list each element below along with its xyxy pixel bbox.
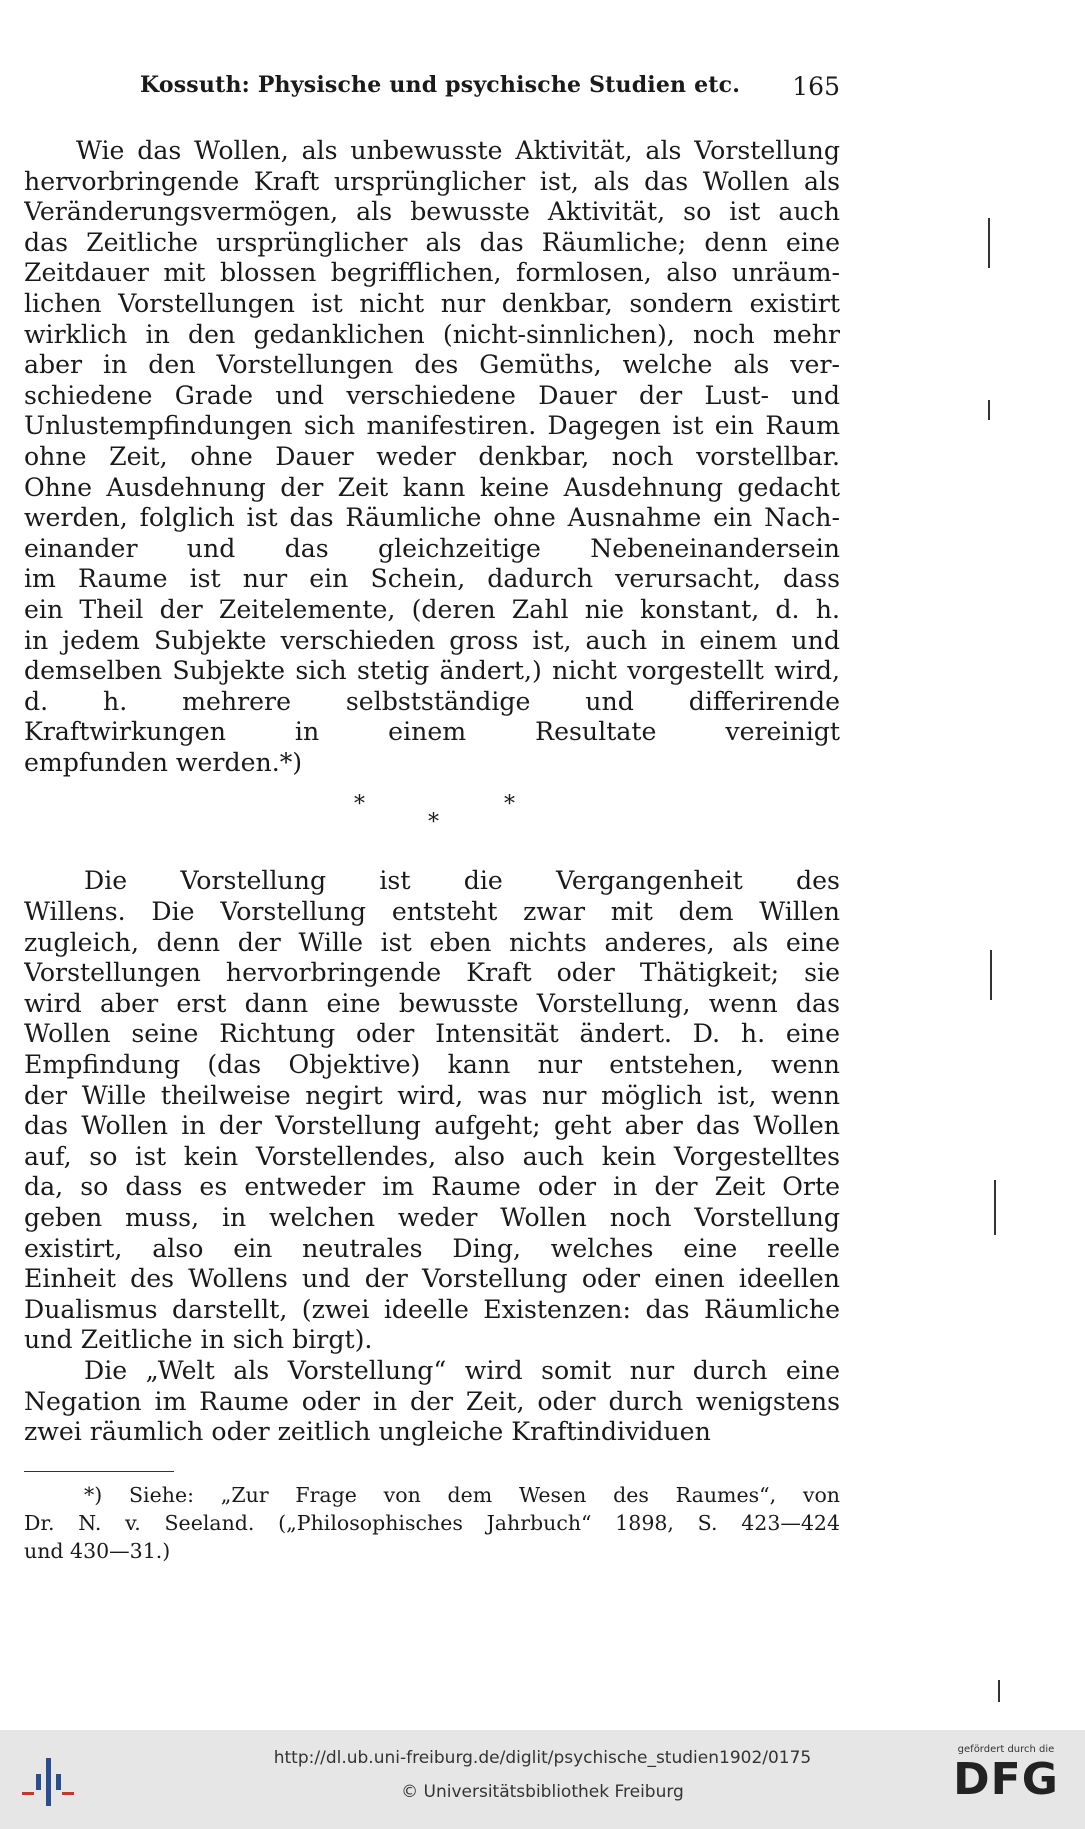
copyright-notice: © Universitätsbibliothek Freiburg [401, 1782, 684, 1802]
page-number: 165 [792, 72, 840, 101]
text-line: ohne Zeit, ohne Dauer weder denkbar, noch vorstellbar. [24, 441, 840, 471]
text-line: das Zeitliche ursprünglicher als das Räumliche; denn eine [24, 227, 840, 257]
paragraph-3 [24, 1356, 840, 1448]
paragraph-2 [24, 866, 840, 1356]
text-line: hervorbringende Kraft ursprünglicher ist, als das Wollen als [24, 166, 840, 196]
margin-mark [988, 218, 990, 268]
text-line: existirt, also ein neutrales Ding, welches eine reelle [24, 1233, 840, 1263]
text-line: Vorstellungen hervorbringende Kraft oder Thätigkeit; sie [24, 958, 840, 988]
body-text [24, 136, 840, 1448]
text-line: demselben Subjekte sich stetig ändert,) nicht vorgestellt wird, [24, 656, 840, 686]
margin-mark [994, 1180, 996, 1235]
paragraph-1 [24, 136, 840, 778]
text-line: aber in den Vorstellungen des Gemüths, welche als ver- [24, 350, 840, 380]
asterism-star-3: * [428, 810, 439, 836]
text-line: schiedene Grade und verschiedene Dauer der Lust- und [24, 380, 840, 410]
text-line: Die Vorstellung ist die Vergangenheit des [84, 866, 840, 896]
text-line: der Wille theilweise negirt wird, was nur möglich ist, wenn [24, 1080, 840, 1110]
text-line: *) Siehe: „Zur Frage von dem Wesen des Raumes“, von [84, 1483, 840, 1507]
text-line: Dr. N. v. Seeland. („Philosophisches Jahrbuch“ 1898, S. 423—424 [24, 1511, 840, 1535]
margin-mark [990, 950, 992, 1000]
document-url[interactable]: http://dl.ub.uni-freiburg.de/diglit/psychische_studien1902/0175 [273, 1748, 812, 1768]
text-line: Einheit des Wollens und der Vorstellung oder einen ideellen [24, 1264, 840, 1294]
text-line: Wie das Wollen, als unbewusste Aktivität, als Vorstellung [76, 136, 840, 165]
dfg-wordmark: DFG [953, 1754, 1059, 1805]
margin-mark [988, 400, 990, 420]
text-line: ein Theil der Zeitelemente, (deren Zahl nie konstant, d. h. [24, 594, 840, 624]
asterism-star-2: * [504, 792, 515, 818]
text-line: das Wollen in der Vorstellung aufgeht; geht aber das Wollen [24, 1111, 840, 1141]
text-line: Veränderungsvermögen, als bewusste Aktivität, so ist auch [24, 197, 840, 227]
text-line: Willens. Die Vorstellung entsteht zwar mit dem Willen [24, 897, 840, 927]
text-line: Kraftwirkungen in einem Resultate vereinigt [24, 717, 840, 747]
asterism [24, 792, 840, 854]
margin-mark [998, 1680, 1000, 1702]
text-line: Unlustempfindungen sich manifestiren. Dagegen ist ein Raum [24, 411, 840, 441]
text-line: Zeitdauer mit blossen begrifflichen, formlosen, also unräum- [24, 258, 840, 288]
text-line: Die „Welt als Vorstellung“ wird somit nur durch eine [84, 1355, 840, 1385]
text-line: wirklich in den gedanklichen (nicht-sinnlichen), noch mehr [24, 319, 840, 349]
text-line: Wollen seine Richtung oder Intensität ändert. D. h. eine [24, 1019, 840, 1049]
footnote-rule [24, 1471, 174, 1472]
text-line: Empfindung (das Objektive) kann nur entstehen, wenn [24, 1050, 840, 1080]
text-line: zwei räumlich oder zeitlich ungleiche Kraftindividuen [24, 1417, 711, 1447]
text-line: im Raume ist nur ein Schein, dadurch verursacht, dass [24, 564, 840, 594]
dfg-logo [941, 1744, 1071, 1820]
text-line: wird aber erst dann eine bewusste Vorstellung, wenn das [24, 988, 840, 1018]
text-line: in jedem Subjekte verschieden gross ist, auch in einem und [24, 625, 840, 655]
text-line: Dualismus darstellt, (zwei ideelle Existenzen: das Räumliche [24, 1294, 840, 1324]
text-line: einander und das gleichzeitige Nebeneinandersein [24, 533, 840, 563]
text-line: geben muss, in welchen weder Wollen noch Vorstellung [24, 1203, 840, 1232]
footer-bar [0, 1730, 1085, 1829]
text-line: Ohne Ausdehnung der Zeit kann keine Ausdehnung gedacht [24, 472, 840, 502]
text-line: zugleich, denn der Wille ist eben nichts anderes, als eine [24, 927, 840, 957]
footnote [24, 1481, 840, 1565]
text-line: werden, folglich ist das Räumliche ohne Ausnahme ein Nach- [24, 503, 840, 533]
running-title: Kossuth: Physische und psychische Studien etc. [140, 72, 741, 98]
text-line: und Zeitliche in sich birgt). [24, 1325, 373, 1355]
asterism-star-1: * [354, 792, 365, 818]
running-header [140, 72, 840, 102]
text-line: und 430—31.) [24, 1539, 171, 1563]
text-line: empfunden werden.*) [24, 747, 303, 777]
text-line: lichen Vorstellungen ist nicht nur denkbar, sondern existirt [24, 288, 840, 318]
text-line: da, so dass es entweder im Raume oder in der Zeit Orte [24, 1172, 840, 1202]
text-line: Negation im Raume oder in der Zeit, oder durch wenigstens [24, 1386, 840, 1416]
text-line: auf, so ist kein Vorstellendes, also auch kein Vorgestelltes [24, 1141, 840, 1171]
text-line: d. h. mehrere selbstständige und differirende [24, 686, 840, 716]
dfg-funding-text: gefördert durch die [957, 1744, 1055, 1755]
